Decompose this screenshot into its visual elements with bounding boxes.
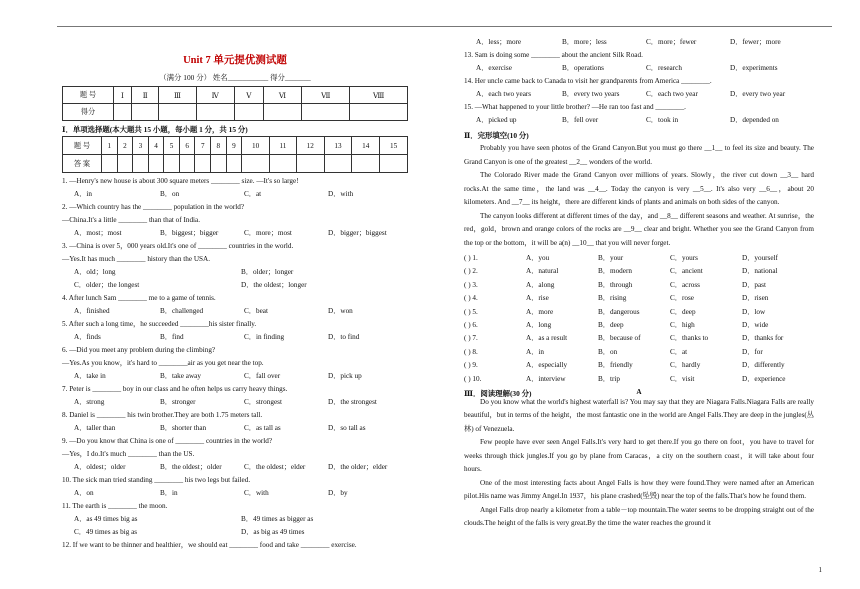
score-cell (159, 104, 196, 121)
cloze-option: C．deep (670, 307, 696, 316)
option: B．shorter than (160, 424, 207, 432)
answer-header-cell: 4 (148, 137, 164, 155)
section-2-heading: Ⅱ．完形填空(10 分) (464, 131, 529, 140)
page-number: 1 (818, 566, 822, 574)
question-line: 13. Sam is doing some ________ about the ancient Silk Road. (464, 51, 643, 59)
answer-header-cell: 5 (164, 137, 180, 155)
option: C．the oldest；elder (244, 463, 306, 471)
option: C．49 times as big as (74, 528, 138, 536)
cloze-paragraph: Probably you have seen photos of the Grand Canyon.But you must go there __1__ to feel its size and beauty. The Grand Canyon is one of the greatest __2__ wonders of the world. (464, 144, 814, 166)
cloze-option: A．rise (526, 294, 549, 303)
reading-paragraph: One of the most interesting facts about Angel Falls is how they were found.They were named after an American pilot.His name was Jimmy Angel.In 1937，his plane crashed(坠毁) near the top of the falls.That's how he found them. (464, 478, 814, 501)
answer-header-cell: 6 (179, 137, 195, 155)
cloze-option: B．because of (598, 334, 641, 343)
cloze-number: ( ) 10. (464, 374, 482, 383)
answer-header-cell: 题 号 (63, 137, 102, 155)
option: B．more；less (562, 38, 607, 46)
question-line: —Yes，I do.It's much ________ than the US. (62, 450, 195, 458)
cloze-option: C．visit (670, 374, 695, 383)
cloze-option-row (464, 252, 814, 265)
score-header-cell: Ⅰ (114, 87, 132, 104)
score-header-cell: Ⅵ (263, 87, 301, 104)
option-row (464, 88, 814, 101)
cloze-option-row (464, 265, 814, 278)
passage-label: A (636, 387, 642, 396)
score-row-label: 得分 (63, 104, 114, 121)
cloze-option: C．ancient (670, 267, 703, 276)
question-line: 6. —Did you meet any problem during the climbing? (62, 346, 216, 354)
option: B．take away (160, 372, 201, 380)
question-line: 12. If we want to be thinner and healthier，we should eat ________ food and take ________ exercise. (62, 541, 357, 549)
score-cell (131, 104, 159, 121)
option: A．each two years (476, 90, 532, 98)
option: D．depended on (730, 116, 779, 124)
option: B．every two years (562, 90, 620, 98)
option: D．the oldest；longer (241, 281, 307, 289)
reading-passage (464, 396, 814, 531)
cloze-options (464, 252, 814, 386)
cloze-option-row (464, 346, 814, 359)
option: C．took in (646, 116, 679, 124)
option: D．by (328, 489, 348, 497)
cloze-option-row (464, 306, 814, 319)
option: D．experiments (730, 64, 778, 72)
answer-cell (102, 155, 118, 173)
cloze-option-row (464, 319, 814, 332)
cloze-number: ( ) 9. (464, 361, 478, 370)
option: B．find (160, 333, 184, 341)
cloze-number: ( ) 6. (464, 320, 478, 329)
cloze-option: A．in (526, 347, 544, 356)
question-list (62, 175, 408, 552)
option: D．to find (328, 333, 360, 341)
option: B．challenged (160, 307, 204, 315)
option: C．more；most (244, 229, 292, 237)
answer-cell (117, 155, 133, 173)
answer-cell (133, 155, 149, 173)
cloze-option: B．your (598, 254, 624, 262)
cloze-option: D．yourself (742, 254, 778, 262)
cloze-option: C．high (670, 320, 695, 329)
cloze-option: D．thanks for (742, 334, 784, 343)
answer-cell (195, 155, 211, 173)
score-cell (196, 104, 234, 121)
score-header-cell: Ⅷ (350, 87, 408, 104)
cloze-option: D．wide (742, 320, 769, 329)
cloze-option: A．as a result (526, 334, 568, 343)
cloze-option: D．differently (742, 361, 785, 370)
option: C．at (244, 190, 262, 198)
option: B．the oldest；older (160, 463, 222, 471)
cloze-option: C．yours (670, 254, 698, 262)
header-rule (57, 26, 832, 27)
answer-header-cell: 13 (324, 137, 352, 155)
cloze-option: B．rising (598, 294, 627, 303)
answer-cell (226, 155, 242, 173)
option: A．old；long (74, 268, 116, 276)
option: A．as 49 times big as (74, 515, 138, 523)
cloze-option: D．national (742, 267, 778, 276)
answer-cell (352, 155, 380, 173)
option: A．finds (74, 333, 101, 341)
cloze-option: B．trip (598, 374, 620, 383)
option-row (62, 305, 408, 318)
cloze-option-row (464, 292, 814, 305)
answer-header-cell: 7 (195, 137, 211, 155)
section-1-heading: Ⅰ．单项选择题(本大题共 15 小题，每小题 1 分，共 15 分) (62, 125, 248, 134)
answer-header-cell: 14 (352, 137, 380, 155)
cloze-option: B．deep (598, 320, 624, 329)
score-cell (302, 104, 350, 121)
question-line: 14. Her uncle came back to Canada to visit her grandparents from America ________. (464, 77, 712, 85)
answer-header-cell: 9 (226, 137, 242, 155)
answer-row-label: 答 案 (63, 155, 102, 173)
option: A．oldest；older (74, 463, 126, 471)
cloze-option: D．low (742, 307, 766, 316)
question-line: 8. Daniel is ________ his twin brother.They are both 1.75 meters tall. (62, 411, 263, 419)
cloze-number: ( ) 1. (464, 254, 478, 262)
cloze-option-row (464, 359, 814, 372)
cloze-option: B．dangerous (598, 307, 640, 316)
score-header-cell: 题 号 (63, 87, 114, 104)
left-column (62, 36, 408, 552)
option-row (62, 266, 408, 279)
option: A．finished (74, 307, 110, 315)
option: B．49 times as bigger as (241, 515, 314, 523)
answer-header-cell: 3 (133, 137, 149, 155)
answer-cell (296, 155, 324, 173)
answer-header-cell: 2 (117, 137, 133, 155)
cloze-option-row (464, 332, 814, 345)
cloze-option: D．past (742, 280, 766, 289)
cloze-paragraph: The canyon looks different at different times of the day，and __8__ different seasons and weather. At sunrise，the red，gold，brown and orange colors of the rocks are __9__ clear and bright. Whether you see the Grand Canyon from the top or the bottom，it will be a(n) __10__ that you will never forget. (464, 211, 814, 247)
question-line: 11. The earth is ________ the moon. (62, 502, 168, 510)
cloze-option: C．across (670, 280, 700, 289)
option: C．more；fewer (646, 38, 697, 46)
cloze-option: B．modern (598, 267, 632, 276)
score-header-cell: Ⅳ (196, 87, 234, 104)
question-line: 3. —China is over 5，000 years old.It's one of ________ countries in the world. (62, 242, 294, 250)
score-cell (263, 104, 301, 121)
option: B．operations (562, 64, 604, 72)
answer-cell (380, 155, 408, 173)
reading-paragraph: Angel Falls drop nearly a kilometer from a table－top mountain.The water seems to be dropping straight out of the clouds.The height of the falls is very great.By the time the water reaches the ground it (464, 505, 814, 528)
score-cell (234, 104, 263, 121)
cloze-option: B．through (598, 280, 633, 289)
option-row (62, 513, 408, 526)
section-3-heading: Ⅲ．阅读理解(30 分) (464, 388, 532, 398)
question-line: —Yes.As you know，it's hard to ________air as you get near the top. (62, 359, 264, 367)
option: C．beat (244, 307, 268, 315)
option: C．with (244, 489, 269, 497)
option-row (464, 114, 814, 127)
option: D．as big as 49 times (241, 528, 305, 536)
answer-header-cell: 12 (296, 137, 324, 155)
score-header-cell: Ⅴ (234, 87, 263, 104)
option: D．every two year (730, 90, 786, 98)
answer-header-cell: 10 (242, 137, 270, 155)
option: C．research (646, 64, 682, 72)
option: B．stronger (160, 398, 196, 406)
answer-table (62, 136, 408, 173)
answer-cell (148, 155, 164, 173)
right-column (464, 36, 814, 531)
option: C．as tall as (244, 424, 281, 432)
answer-cell (164, 155, 180, 173)
option: A．picked up (476, 116, 517, 124)
cloze-option: D．for (742, 347, 763, 356)
option-row (62, 279, 408, 292)
option: A．exercise (476, 64, 512, 72)
option: A．strong (74, 398, 105, 406)
cloze-option: D．experience (742, 374, 786, 383)
option: C．in finding (244, 333, 285, 341)
option: D．fewer；more (730, 38, 781, 46)
cloze-number: ( ) 3. (464, 280, 478, 289)
answer-cell (242, 155, 270, 173)
reading-paragraph: Do you know what the world's highest waterfall is? You may say that they are Niagara Falls.Niagara Falls are really beautiful，but in terms of the height，the most fantastic one in the world are Angel Falls.They are deep in the jungles(丛林) of Venezuela. (464, 397, 814, 433)
cloze-number: ( ) 2. (464, 267, 478, 276)
option: B．biggest；bigger (160, 229, 219, 237)
score-header-cell: Ⅲ (159, 87, 196, 104)
cloze-option: C．thanks to (670, 334, 709, 343)
answer-header-cell: 1 (102, 137, 118, 155)
option-row (464, 62, 814, 75)
option: B．older；longer (241, 268, 294, 276)
answer-header-cell: 11 (269, 137, 296, 155)
option: D．bigger；biggest (328, 229, 387, 237)
option-row (62, 487, 408, 500)
reading-paragraph: Few people have ever seen Angel Falls.It's very hard to get there.If you go there on foot，you have to travel for weeks through thick jungles.If you go by plane from Caracas，a city on the southern coast，it will take about four hours. (464, 438, 814, 474)
option: D．with (328, 190, 354, 198)
option: C．strongest (244, 398, 282, 406)
score-cell (350, 104, 408, 121)
cloze-number: ( ) 7. (464, 334, 478, 343)
option-row (62, 370, 408, 383)
option: B．in (160, 489, 178, 497)
question-list-cont (464, 36, 814, 127)
cloze-option: B．friendly (598, 361, 633, 370)
option-row (62, 461, 408, 474)
cloze-option: A．natural (526, 267, 559, 276)
cloze-option: A．especially (526, 361, 568, 370)
cloze-option: A．more (526, 307, 554, 316)
option: D．pick up (328, 372, 362, 380)
cloze-option: C．hardly (670, 361, 701, 370)
answer-header-cell: 8 (211, 137, 227, 155)
option: D．so tall as (328, 424, 366, 432)
option: A．taller than (74, 424, 116, 432)
option: C．each two year (646, 90, 698, 98)
option: C．older；the longest (74, 281, 140, 289)
option-row (62, 331, 408, 344)
score-meta: （满分 100 分） 姓名___________ 得分_______ (159, 73, 311, 82)
score-header-cell: Ⅶ (302, 87, 350, 104)
cloze-option: C．at (670, 347, 688, 356)
question-line: 1. —Henry's new house is about 300 square meters ________ size. —It's so large! (62, 177, 299, 185)
cloze-option-row (464, 279, 814, 292)
score-header-cell: Ⅱ (131, 87, 159, 104)
option: A．most；most (74, 229, 122, 237)
option-row (62, 396, 408, 409)
option: A．in (74, 190, 92, 198)
cloze-passage (464, 142, 814, 250)
option: A．less；more (476, 38, 522, 46)
question-line: 10. The sick man tried standing ________ his two legs but failed. (62, 476, 251, 484)
question-line: 15. —What happened to your little brother? —He ran too fast and ________. (464, 103, 686, 111)
score-table (62, 86, 408, 121)
cloze-option: A．along (526, 280, 555, 289)
cloze-option: A．interview (526, 374, 566, 383)
question-line: 9. —Do you know that China is one of ________ countries in the world? (62, 437, 273, 445)
option: B．fell over (562, 116, 599, 124)
option: D．the older；elder (328, 463, 388, 471)
question-line: —Yes.It has much ________ history than the USA. (62, 255, 211, 263)
cloze-option-row (464, 373, 814, 386)
page-title: Unit 7 单元提优测试题 (183, 55, 287, 66)
answer-cell (211, 155, 227, 173)
answer-cell (324, 155, 352, 173)
answer-cell (269, 155, 296, 173)
cloze-option: A．you (526, 254, 550, 262)
question-line: 7. Peter is ________ boy in our class and he often helps us carry heavy things. (62, 385, 288, 393)
answer-cell (179, 155, 195, 173)
cloze-number: ( ) 4. (464, 294, 478, 303)
option: B．on (160, 190, 180, 198)
cloze-option: C．rose (670, 294, 694, 303)
cloze-number: ( ) 5. (464, 307, 478, 316)
option: D．won (328, 307, 353, 315)
cloze-paragraph: The Colorado River made the Grand Canyon over millions of years. Slowly，the river cut down __3__ hard rocks.At the same time，the land was __4__. Today the canyon is very __5__. It's also very __6__，about 20 kilometers. And __7__ its height，there are different kinds of plants and animals on both sides of the canyon. (464, 171, 814, 206)
question-line: 5. After such a long time，he succeeded ________his sister finally. (62, 320, 257, 328)
option-row (62, 526, 408, 539)
option-row (62, 227, 408, 240)
option-row (62, 188, 408, 201)
cloze-option: D．risen (742, 294, 769, 303)
option: D．the strongest (328, 398, 377, 406)
option-row (62, 422, 408, 435)
option: A．take in (74, 372, 106, 380)
answer-header-cell: 15 (380, 137, 408, 155)
question-line: 2. —Which country has the ________ population in the world? (62, 203, 245, 211)
option: C．fall over (244, 372, 281, 380)
question-line: —China.It's a little ________ than that of India. (62, 216, 201, 224)
question-line: 4. After lunch Sam ________ me to a game of tennis. (62, 294, 216, 302)
option-row (464, 36, 814, 49)
cloze-option: A．long (526, 320, 552, 329)
score-cell (114, 104, 132, 121)
cloze-number: ( ) 8. (464, 347, 478, 356)
cloze-option: B．on (598, 347, 618, 356)
option: A．on (74, 489, 94, 497)
